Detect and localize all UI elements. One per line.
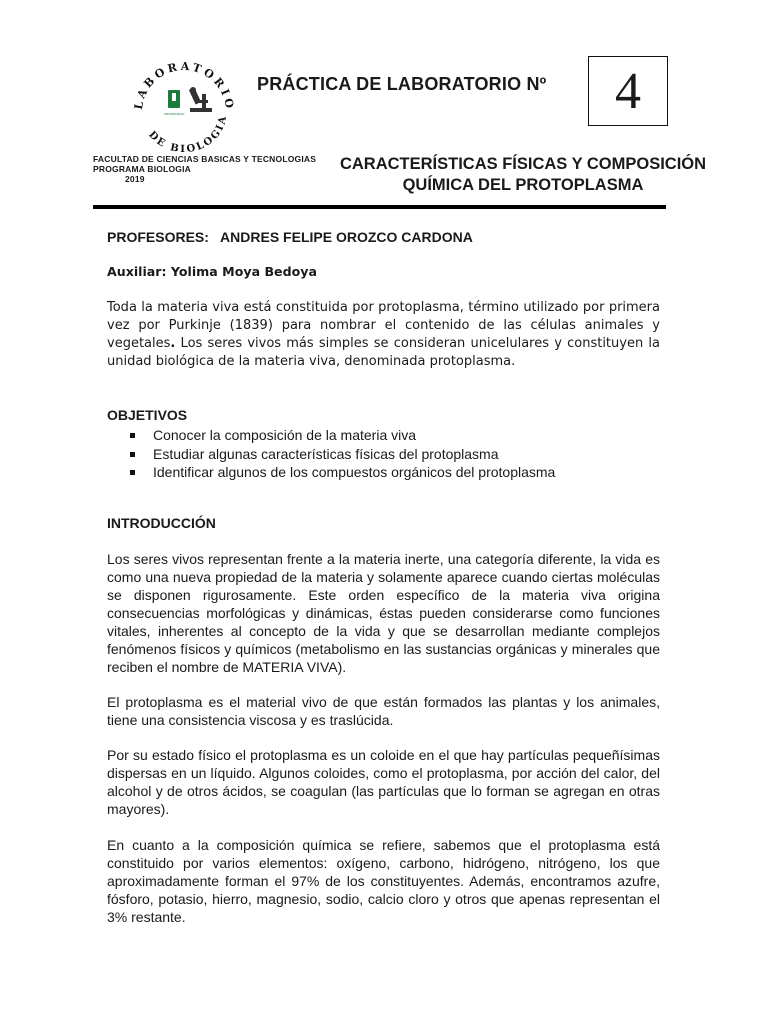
introduction-paragraph-1: Los seres vivos representan frente a la materia inerte, una categoría diferente, la vida es como una nueva propiedad de la materia y solamente aparece cuando ciertas moléculas se disponen rigurosamente. Este orden específico de la materia viva origina consecuencias morfológicas y dinámicas, éstas pueden considerarse como funciones vitales, inherentes al concepto de la vida y que se desarrollan mediante complejos fenómenos físicos y químicos (metabolismo en las sustancias orgánicas y minerales que reciben el nombre de MATERIA VIVA). (107, 551, 660, 675)
objective-item: Identificar algunos de los compuestos orgánicos del protoplasma (130, 463, 555, 482)
objective-item: Conocer la composición de la materia viva (130, 426, 555, 445)
intro-paragraph (107, 299, 660, 371)
svg-text:UNIVERSIDAD: UNIVERSIDAD (163, 112, 185, 116)
introduction-paragraph-3: Por su estado físico el protoplasma es un coloide en el que hay partículas pequeñísimas dispersas en un líquido. Algunos coloides, como el protoplasma, por acción del calor, del alcohol y de otros ácidos, se coagulan (las partículas que lo forman se agregan en otras mayores). (107, 747, 660, 817)
svg-text:DE BIOLOGIA: DE BIOLOGIA (146, 113, 230, 152)
assistant-line: Auxiliar: Yolima Moya Bedoya (107, 264, 317, 279)
intro-paragraph-period: . (170, 336, 176, 351)
program-name: PROGRAMA BIOLOGIA (93, 164, 191, 174)
practice-title: PRÁCTICA DE LABORATORIO Nº (257, 74, 547, 94)
practice-number-box (588, 56, 668, 126)
practice-number: 4 (615, 62, 641, 120)
subtitle-line-2: QUÍMICA DEL PROTOPLASMA (402, 176, 644, 194)
objective-item: Estudiar algunas características físicas del protoplasma (130, 445, 555, 464)
subtitle-line-1: CARACTERÍSTICAS FÍSICAS Y COMPOSICIÓN (339, 155, 707, 173)
svg-text:LABORATORIO: LABORATORIO (131, 59, 237, 113)
professors-line: PROFESORES: ANDRES FELIPE OROZCO CARDONA (107, 229, 473, 245)
faculty-name: FACULTAD DE CIENCIAS BASICAS Y TECNOLOGIAS (93, 154, 317, 164)
objectives-heading: OBJETIVOS (107, 407, 188, 423)
objectives-list (130, 426, 555, 482)
intro-paragraph-part1: Toda la materia viva está constituida por protoplasma, término utilizado por primera vez por Purkinje (1839) para nombrar el contenido de las células animales y vegetales (107, 300, 660, 351)
practice-subtitle (318, 154, 728, 196)
header-rule (93, 205, 666, 209)
introduction-heading: INTRODUCCIÓN (107, 515, 216, 531)
year: 2019 (125, 174, 145, 184)
introduction-paragraph-4: En cuanto a la composición química se refiere, sabemos que el protoplasma está constituido por varios elementos: oxígeno, carbono, hidrógeno, nitrógeno, los que aproximadamente forman el 97% de los constituyentes. Además, encontramos azufre, fósforo, potasio, hierro, magnesio, sodio, calcio cloro y otros que apenas representan el 3% restante. (107, 837, 660, 925)
introduction-paragraph-2: El protoplasma es el material vivo de que están formados las plantas y los animales, tiene una consistencia viscosa y es traslúcida. (107, 694, 660, 728)
faculty-info (93, 154, 316, 184)
lab-logo (128, 52, 240, 152)
intro-paragraph-part2: Los seres vivos más simples se consideran unicelulares y constituyen la unidad biológica de la materia viva, denominada protoplasma. (107, 336, 660, 369)
